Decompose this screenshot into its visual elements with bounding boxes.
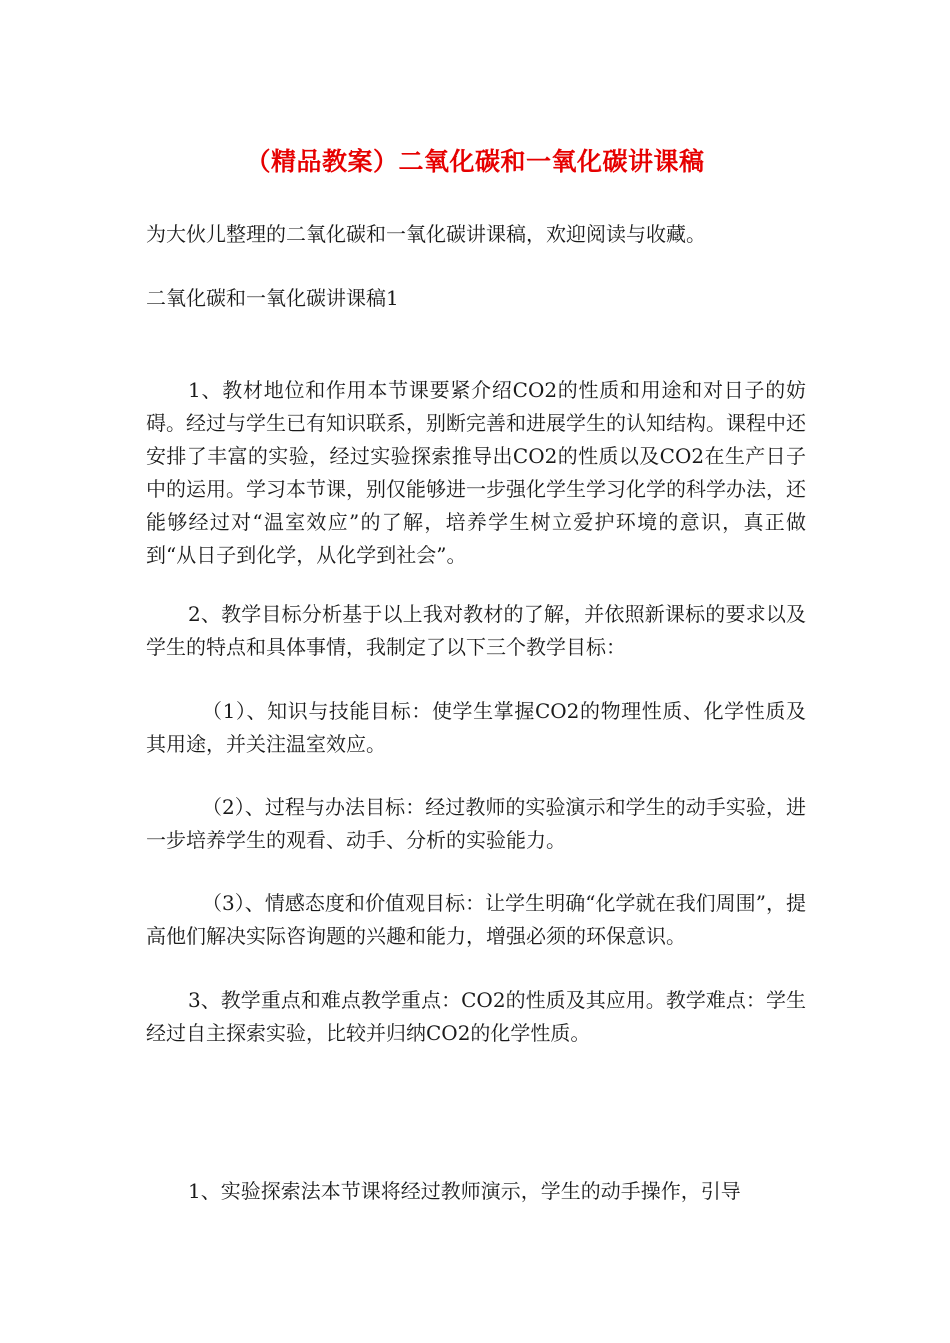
section-heading: 二氧化碳和一氧化碳讲课稿1 bbox=[146, 286, 399, 310]
paragraph-teaching-goals: 2、教学目标分析基于以上我对教材的了解，并依照新课标的要求以及学生的特点和具体事情，我制定了以下三个教学目标： bbox=[146, 602, 806, 659]
paragraph-goal-emotion: （3）、情感态度和价值观目标：让学生明确“化学就在我们周围”，提高他们解决实际咨询题的兴趣和能力，增强必须的环保意识。 bbox=[146, 891, 806, 948]
paragraph-textbook-role: 1、教材地位和作用本节课要紧介绍CO2的性质和用途和对日子的妨碍。经过与学生已有知识联系，别断完善和进展学生的认知结构。课程中还安排了丰富的实验，经过实验探索推导出CO2的性质以及CO2在生产日子中的运用。学习本节课，别仅能够进一步强化学生学习化学的科学办法，还能够经过对“温室效应”的了解，培养学生树立爱护环境的意识，真正做到“从日子到化学，从化学到社会”。 bbox=[146, 378, 806, 567]
paragraph-goal-process: （2）、过程与办法目标：经过教师的实验演示和学生的动手实验，进一步培养学生的观看、动手、分析的实验能力。 bbox=[146, 795, 806, 852]
intro-paragraph: 为大伙儿整理的二氧化碳和一氧化碳讲课稿，欢迎阅读与收藏。 bbox=[146, 222, 706, 246]
paragraph-method: 1、实验探索法本节课将经过教师演示，学生的动手操作，引导 bbox=[188, 1179, 741, 1203]
paragraph-key-points: 3、教学重点和难点教学重点：CO2的性质及其应用。教学难点：学生经过自主探索实验，比较并归纳CO2的化学性质。 bbox=[146, 988, 806, 1045]
paragraph-goal-knowledge: （1）、知识与技能目标：使学生掌握CO2的物理性质、化学性质及其用途，并关注温室效应。 bbox=[146, 699, 806, 756]
document-title: （精品教案）二氧化碳和一氧化碳讲课稿 bbox=[245, 147, 705, 176]
